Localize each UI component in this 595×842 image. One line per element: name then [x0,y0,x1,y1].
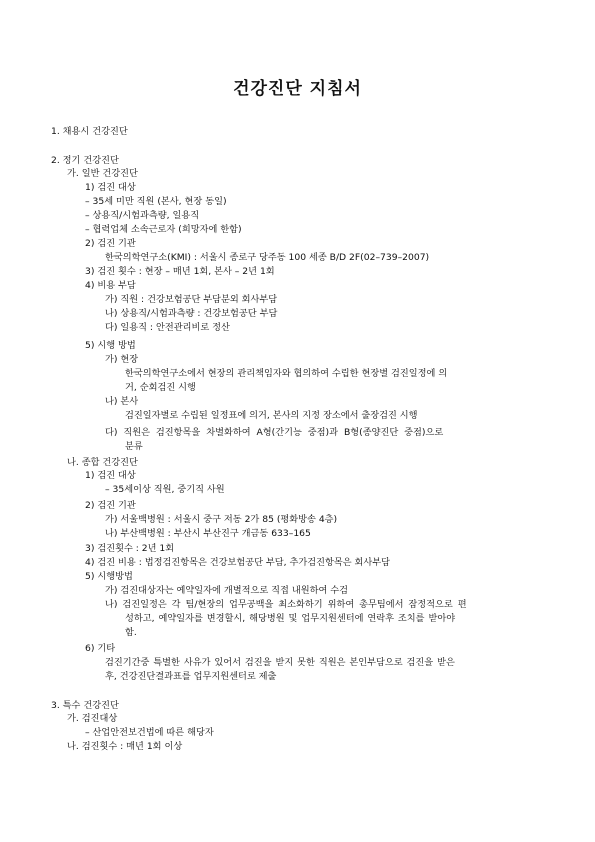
institution-item: 나) 부산백병원 : 부산시 부산진구 개금동 633–165 [105,528,311,539]
method-heading: 5) 시행방법 [85,571,133,582]
section-1-heading: 1. 채용시 건강진단 [51,126,128,137]
target-item: – 35세 미만 직원 (본사, 현장 동일) [85,196,227,207]
etc-heading: 6) 기타 [85,643,116,654]
target-heading: 1) 검진 대상 [85,470,136,481]
method-hq-heading: 나) 본사 [105,396,139,407]
target-item: – 상용직/시험과측량, 일용직 [85,210,200,221]
institution-heading: 2) 검진 기관 [85,238,136,249]
target-heading: 1) 검진 대상 [85,182,136,193]
document-title: 건강진단 지침서 [233,79,362,99]
method-item: 가) 검진대상자는 예약일자에 개별적으로 직접 내원하여 수검 [105,585,348,596]
etc-text: 검진기간중 특별한 사유가 있어서 검진을 받지 못한 직원은 본인부담으로 검진을 받은 [105,657,455,668]
cost-item: 가) 직원 : 건강보험공단 부담분외 회사부담 [105,294,278,305]
method-site-heading: 가) 현장 [105,354,139,365]
method-heading: 5) 시행 방법 [85,340,136,351]
general-checkup-heading: 가. 일반 건강진단 [67,168,138,179]
comprehensive-checkup-heading: 나. 종합 건강진단 [67,457,138,468]
etc-text: 후, 건강진단결과표를 업무지원센터로 제출 [105,671,277,682]
method-hq-text: 검진일자별로 수립된 일정표에 의거, 본사의 지정 장소에서 출장검진 시행 [125,410,418,421]
method-site-text: 거, 순회검진 시행 [125,382,196,393]
institution-heading: 2) 검진 기관 [85,500,136,511]
method-staff-text: 다) 직원은 검진항목을 차별화하여 A형(간기능 중점)과 B형(종양진단 중점)으로 [105,427,444,438]
cost-text: 4) 검진 비용 : 법정검진항목은 건강보험공단 부담, 추가검진항목은 회사부담 [85,557,391,568]
method-item: 성하고, 예약일자를 변경할시, 해당병원 및 업무지원센터에 연락후 조치를 받아야 [125,613,456,624]
frequency-text: 3) 검진횟수 : 2년 1회 [85,543,175,554]
cost-item: 나) 상용직/시험과측량 : 건강보험공단 부담 [105,308,278,319]
special-frequency-text: 나. 검진횟수 : 매년 1회 이상 [67,741,183,752]
method-staff-text: 분류 [125,441,143,452]
cost-item: 다) 일용직 : 안전관리비로 정산 [105,322,230,333]
method-item: 함. [125,627,137,638]
target-item: – 협력업체 소속근로자 (희망자에 한함) [85,224,242,235]
special-target-heading: 가. 검진대상 [67,713,118,724]
special-target-item: – 산업안전보건법에 따른 해당자 [85,727,214,738]
method-site-text: 한국의학연구소에서 현장의 관리책임자와 협의하여 수립한 현장별 검진일정에 의 [125,368,448,379]
target-item: – 35세이상 직원, 중기직 사원 [105,484,225,495]
section-3-heading: 3. 특수 건강진단 [51,700,119,711]
frequency-text: 3) 검진 횟수 : 현장 – 매년 1회, 본사 – 2년 1회 [85,266,275,277]
institution-text: 한국의학연구소(KMI) : 서울시 종로구 당주동 100 세종 B/D 2F(02–739–2007) [105,252,430,263]
institution-item: 가) 서울백병원 : 서울시 중구 저동 2가 85 (평화방송 4층) [105,514,338,525]
method-item: 나) 검진일정은 각 팀/현장의 업무공백을 최소화하기 위하여 총무팀에서 잠정적으로 편 [105,599,467,610]
cost-heading: 4) 비용 부담 [85,280,136,291]
section-2-heading: 2. 정기 건강진단 [51,155,119,166]
